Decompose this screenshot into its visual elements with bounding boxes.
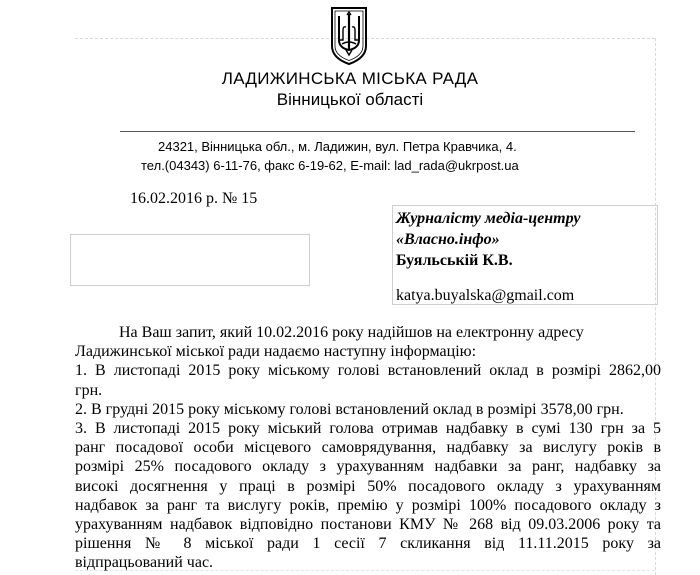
recipient-block [392, 205, 658, 305]
item-1-line: грн. [75, 381, 103, 399]
recipient-organization: «Власно.інфо» [396, 231, 500, 248]
item-3-line: ранг посадової особи місцевого самоврядування, надбавку за вислугу років в [75, 439, 661, 457]
header-divider [120, 131, 635, 132]
contact-info: тел.(04343) 6-11-76, факс 6-19-62, E-mail: lad_rada@ukrpost.ua [141, 158, 519, 173]
item-3-line: 3. В листопаді 2015 року міський голова отримав надбавку в сумі 130 грн за 5 [75, 420, 661, 438]
coat-of-arms-icon [329, 6, 369, 66]
item-1-line: 1. В листопаді 2015 року міському голові встановлений оклад в розмірі 2862,00 [75, 362, 661, 380]
recipient-title: Журналісту медіа-центру [396, 210, 581, 227]
item-3-line: надбавок за ранг та вислугу років, премію у розмірі 100% посадового окладу з [75, 496, 661, 514]
item-3-line: урахуванням надбавок відповідно постанови КМУ № 268 від 09.03.2006 року та [75, 516, 661, 534]
item-3-line: рішення № 8 міської ради 1 сесії 7 скликання від 11.11.2015 року за [75, 535, 661, 553]
recipient-email: katya.buyalska@gmail.com [396, 287, 575, 304]
document-date-number: 16.02.2016 р. № 15 [130, 190, 258, 207]
region-name: Вінницької області [276, 90, 424, 109]
item-3-line: розмірі 25% посадового окладу з урахуванням надбавки за ранг, надбавку за [75, 458, 661, 476]
item-3-line: відпрацьований час. [75, 554, 214, 572]
intro-line: Ладижинської міської ради надаємо наступну інформацію: [75, 343, 477, 361]
intro-line: На Ваш запит, який 10.02.2016 року надійшов на електронну адресу [119, 324, 584, 341]
council-name: ЛАДИЖИНСЬКА МІСЬКА РАДА [221, 69, 479, 88]
redacted-area [70, 234, 310, 286]
letter-body [75, 323, 661, 573]
postal-address: 24321, Вінницька обл., м. Ладижин, вул. Петра Кравчика, 4. [158, 139, 517, 154]
item-2-line: 2. В грудні 2015 року міському голові встановлений оклад в розмірі 3578,00 грн. [75, 400, 624, 418]
recipient-name: Буяльській К.В. [396, 252, 513, 269]
item-3-line: високі досягнення у праці в розмірі 50% посадового окладу з урахуванням [75, 477, 661, 495]
